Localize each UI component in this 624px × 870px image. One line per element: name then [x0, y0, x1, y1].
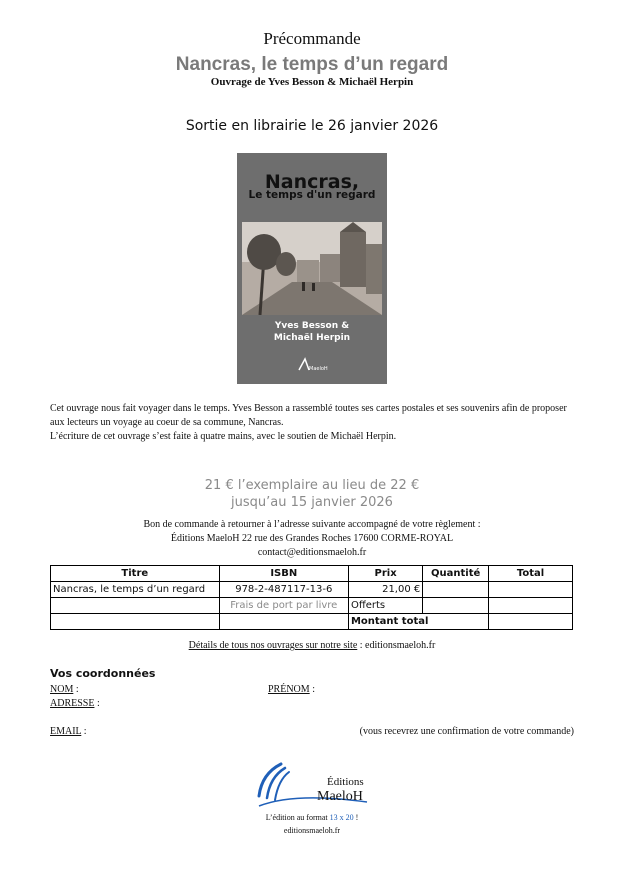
cell-title: Nancras, le temps d’un regard: [51, 582, 220, 598]
publisher-logo-line1: Éditions: [327, 776, 364, 788]
adresse-label: ADRESSE: [50, 698, 95, 709]
cell-total[interactable]: [489, 582, 573, 598]
email-field[interactable]: [50, 726, 87, 737]
description: [50, 402, 580, 444]
order-instructions: Bon de commande à retourner à l’adresse suivante accompagné de votre règlement :: [143, 519, 481, 530]
nom-sep: :: [73, 684, 79, 695]
cell-empty: [219, 614, 348, 630]
cell-price: 21,00 €: [348, 582, 422, 598]
details-link[interactable]: Détails de tous nos ouvrages sur notre site: [188, 640, 358, 651]
release-date: Sortie en librairie le 26 janvier 2026: [185, 118, 439, 134]
cover-title: Nancras,: [264, 171, 360, 193]
cell-empty: [423, 598, 489, 614]
nom-field[interactable]: [50, 684, 79, 695]
header-quantite: Quantité: [423, 566, 489, 582]
email-label: EMAIL: [50, 726, 82, 737]
table-row-shipping: [51, 598, 573, 614]
price-line: 21 € l’exemplaire au lieu de 22 €: [204, 478, 420, 493]
table-row-total: [51, 614, 573, 630]
price-offer: [0, 477, 624, 511]
table-row: [51, 582, 573, 598]
cover-authors: [237, 320, 387, 344]
cell-isbn: 978-2-487117-13-6: [219, 582, 348, 598]
total-label: Montant total: [348, 614, 488, 630]
email-note: (vous recevrez une confirmation de votre commande): [359, 726, 574, 737]
email-sep: :: [81, 726, 87, 737]
nom-label: NOM: [50, 684, 74, 695]
cell-empty: [51, 598, 220, 614]
header-isbn: ISBN: [219, 566, 348, 582]
shipping-value: Offerts: [348, 598, 422, 614]
slogan-text: L’édition au format: [265, 813, 330, 822]
publisher-logo-line2: MaeloH: [317, 789, 363, 804]
cover-author-2: Michaël Herpin: [273, 333, 351, 343]
slogan-format: 13 x 20: [329, 813, 354, 822]
header-total: Total: [489, 566, 573, 582]
cover-author-1: Yves Besson &: [274, 321, 350, 331]
cover-publisher-logo: [295, 357, 329, 373]
cover-logo-text: MaeloH: [309, 366, 328, 372]
page-heading: Précommande: [263, 29, 361, 48]
price-deadline: jusqu’au 15 janvier 2026: [231, 495, 393, 510]
details-site: : editionsmaeloh.fr: [357, 640, 436, 651]
book-title: Nancras, le temps d’un regard: [175, 54, 449, 75]
prenom-label: PRÉNOM: [268, 684, 310, 695]
cell-quantity[interactable]: [423, 582, 489, 598]
publisher-address: Éditions MaeloH 22 rue des Grandes Roches 17600 CORME-ROYAL: [170, 533, 454, 544]
order-info: [0, 518, 624, 560]
description-paragraph-1: Cet ouvrage nous fait voyager dans le temps. Yves Besson a rassemblé toutes ses cartes postales et ses souvenirs afin de proposer aux lecteurs un voyage au coeur de sa commune, Nancras.: [50, 403, 567, 428]
details-line: [0, 640, 624, 651]
publisher-logo: [255, 762, 371, 812]
order-table: [50, 565, 573, 630]
book-cover: [237, 153, 387, 384]
slogan-end: !: [353, 813, 359, 822]
table-header-row: [51, 566, 573, 582]
shipping-label: Frais de port par livre: [219, 598, 348, 614]
coords-heading: Vos coordonnées: [50, 667, 156, 680]
cell-grand-total[interactable]: [489, 614, 573, 630]
authors-line: Ouvrage de Yves Besson & Michaël Herpin: [210, 76, 414, 88]
header-prix: Prix: [348, 566, 422, 582]
description-paragraph-2: L’écriture de cet ouvrage s’est faite à quatre mains, avec le soutien de Michaël Herpin.: [50, 431, 397, 442]
cover-photo: [242, 222, 382, 315]
adresse-field[interactable]: [50, 698, 100, 709]
cover-subtitle: Le temps d'un regard: [248, 189, 376, 201]
header-titre: Titre: [51, 566, 220, 582]
publisher-slogan: [0, 813, 624, 822]
publisher-site[interactable]: editionsmaeloh.fr: [283, 826, 341, 835]
cell-empty: [51, 614, 220, 630]
prenom-field[interactable]: [268, 684, 315, 695]
cell-empty: [489, 598, 573, 614]
adresse-sep: :: [94, 698, 100, 709]
contact-email: contact@editionsmaeloh.fr: [257, 547, 367, 558]
prenom-sep: :: [309, 684, 315, 695]
